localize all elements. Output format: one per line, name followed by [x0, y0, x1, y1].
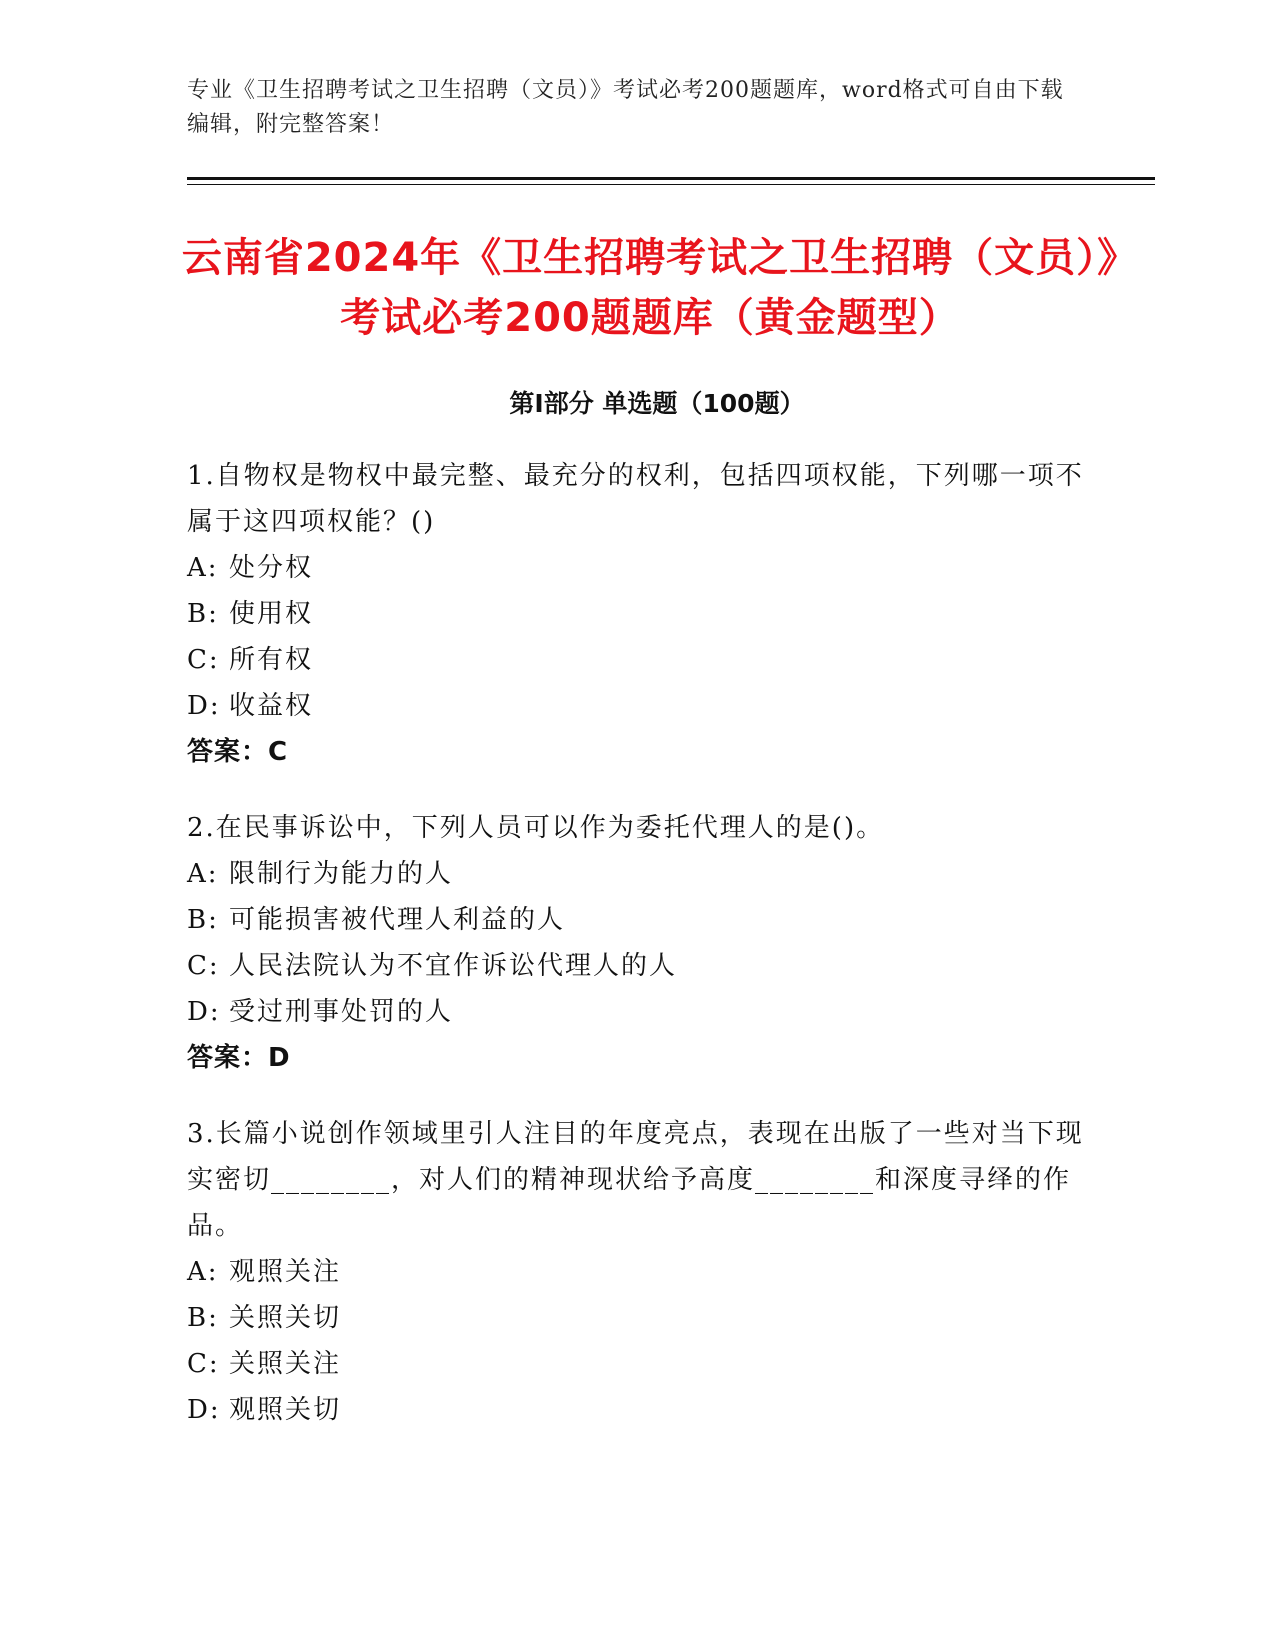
option-letter: A: [187, 859, 219, 889]
option-a [187, 1249, 1087, 1295]
option-letter: D: [187, 691, 221, 721]
option-letter: C: [187, 1349, 220, 1379]
question-3 [187, 1111, 1087, 1433]
header-divider-thick [187, 177, 1155, 180]
option-text: 观照关注 [229, 1257, 342, 1287]
question-1 [187, 453, 1087, 775]
header-divider-thin [187, 184, 1155, 185]
option-letter: C: [187, 645, 220, 675]
option-letter: A: [187, 1257, 219, 1287]
option-text: 处分权 [229, 553, 314, 583]
option-text: 受过刑事处罚的人 [229, 997, 454, 1027]
option-text: 人民法院认为不宜作诉讼代理人的人 [229, 951, 678, 981]
option-letter: B: [187, 599, 219, 629]
question-stem: 3.长篇小说创作领域里引人注目的年度亮点，表现在出版了一些对当下现实密切________，对人们的精神现状给予高度________和深度寻绎的作品。 [187, 1119, 1084, 1241]
option-text: 关照关切 [229, 1303, 342, 1333]
option-text: 关照关注 [229, 1349, 342, 1379]
option-d [187, 1387, 1087, 1433]
option-text: 使用权 [229, 599, 314, 629]
option-letter: B: [187, 1303, 219, 1333]
option-text: 可能损害被代理人利益的人 [229, 905, 566, 935]
document-title: 云南省2024年《卫生招聘考试之卫生招聘（文员）》考试必考200题题库（黄金题型） [181, 235, 1119, 341]
option-b [187, 897, 1087, 943]
option-text: 所有权 [229, 645, 314, 675]
option-letter: A: [187, 553, 219, 583]
option-letter: D: [187, 997, 221, 1027]
option-letter: C: [187, 951, 220, 981]
answer: 答案：D [187, 1043, 291, 1073]
option-text: 收益权 [229, 691, 314, 721]
answer: 答案：C [187, 737, 289, 767]
option-text: 观照关切 [229, 1395, 342, 1425]
option-d [187, 989, 1087, 1035]
section-title: 第Ⅰ部分 单选题（100题） [509, 389, 805, 418]
question-2 [187, 805, 1087, 1081]
option-letter: D: [187, 1395, 221, 1425]
question-stem: 1.自物权是物权中最完整、最充分的权利，包括四项权能，下列哪一项不属于这四项权能？() [187, 461, 1084, 537]
option-b [187, 591, 1087, 637]
option-letter: B: [187, 905, 219, 935]
question-stem: 2.在民事诉讼中，下列人员可以作为委托代理人的是()。 [187, 813, 885, 843]
option-text: 限制行为能力的人 [229, 859, 454, 889]
option-c [187, 1341, 1087, 1387]
option-a [187, 545, 1087, 591]
header-note: 专业《卫生招聘考试之卫生招聘（文员）》考试必考200题题库，word格式可自由下载编辑，附完整答案！ [187, 78, 1064, 137]
option-c [187, 637, 1087, 683]
option-c [187, 943, 1087, 989]
option-b [187, 1295, 1087, 1341]
option-d [187, 683, 1087, 729]
option-a [187, 851, 1087, 897]
